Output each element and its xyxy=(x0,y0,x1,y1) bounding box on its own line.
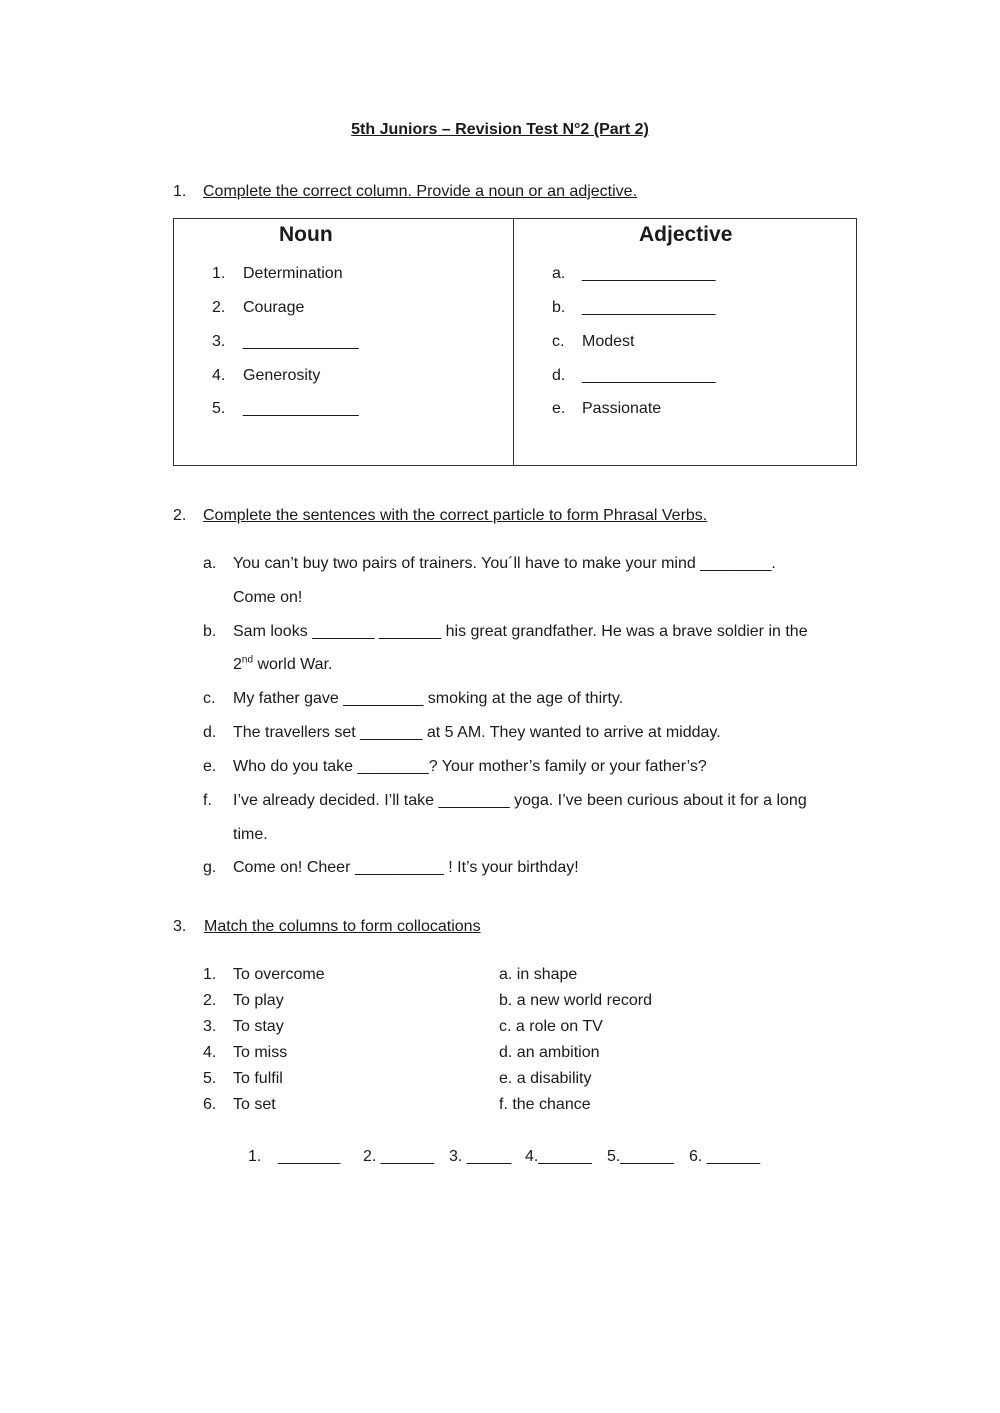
collocation-verb: To overcome xyxy=(233,966,325,983)
collocation-marker: 5. xyxy=(203,1070,217,1087)
page-title: 5th Juniors – Revision Test N°2 (Part 2) xyxy=(351,121,649,138)
adjective-marker: a. xyxy=(552,265,566,282)
sentence-e[interactable]: Who do you take ________? Your mother’s family or your father’s? xyxy=(233,758,707,775)
adjective-blank[interactable]: _______________ xyxy=(582,299,716,316)
q1-number: 1. xyxy=(173,183,187,200)
noun-marker: 4. xyxy=(212,367,226,384)
answer-blank-5[interactable]: 5.______ xyxy=(607,1148,674,1165)
sentence-b-continued xyxy=(233,655,332,675)
answer-blank-2[interactable]: 2. ______ xyxy=(363,1148,435,1165)
adjective-marker: c. xyxy=(552,333,565,350)
collocation-ending: a. in shape xyxy=(499,966,578,983)
adjective-marker: e. xyxy=(552,400,566,417)
noun-marker: 5. xyxy=(212,400,226,417)
sentence-g[interactable]: Come on! Cheer __________ ! It’s your birthday! xyxy=(233,859,579,876)
sentence-marker: a. xyxy=(203,555,217,572)
collocation-ending: b. a new world record xyxy=(499,992,652,1009)
sentence-marker: g. xyxy=(203,859,217,876)
sentence-marker: f. xyxy=(203,792,212,809)
sentence-marker: e. xyxy=(203,758,217,775)
collocation-ending: c. a role on TV xyxy=(499,1018,603,1035)
collocation-ending: e. a disability xyxy=(499,1070,592,1087)
sentence-a-continued: Come on! xyxy=(233,589,303,606)
sentence-c[interactable]: My father gave _________ smoking at the age of thirty. xyxy=(233,690,624,707)
answer-marker: 1. xyxy=(248,1148,262,1165)
noun-item: Courage xyxy=(243,299,305,316)
adjective-item: Passionate xyxy=(582,400,662,417)
noun-blank[interactable]: _____________ xyxy=(243,400,359,417)
noun-marker: 3. xyxy=(212,333,226,350)
noun-blank[interactable]: _____________ xyxy=(243,333,359,350)
noun-marker: 2. xyxy=(212,299,226,316)
sentence-f[interactable]: I’ve already decided. I’ll take ________ yoga. I’ve been curious about it for a long xyxy=(233,792,807,809)
sentence-f-continued: time. xyxy=(233,826,268,843)
adjective-marker: d. xyxy=(552,367,566,384)
sentence-marker: b. xyxy=(203,623,217,640)
adjective-item: Modest xyxy=(582,333,635,350)
adjective-blank[interactable]: _______________ xyxy=(582,265,716,282)
adjective-column-header: Adjective xyxy=(639,223,733,246)
answer-blank-1[interactable]: _______ xyxy=(278,1148,341,1165)
q3-instruction: Match the columns to form collocations xyxy=(204,918,481,935)
table-divider xyxy=(513,219,514,465)
adjective-marker: b. xyxy=(552,299,566,316)
adjective-blank[interactable]: _______________ xyxy=(582,367,716,384)
sentence-d[interactable]: The travellers set _______ at 5 AM. They wanted to arrive at midday. xyxy=(233,724,721,741)
sentence-b[interactable]: Sam looks _______ _______ his great grandfather. He was a brave soldier in the xyxy=(233,623,808,640)
sentence-b-end: world War. xyxy=(253,656,333,673)
collocation-ending: d. an ambition xyxy=(499,1044,600,1061)
q3-number: 3. xyxy=(173,918,187,935)
collocation-marker: 4. xyxy=(203,1044,217,1061)
noun-marker: 1. xyxy=(212,265,226,282)
collocation-marker: 3. xyxy=(203,1018,217,1035)
ordinal-number: 2 xyxy=(233,656,242,673)
collocation-ending: f. the chance xyxy=(499,1096,591,1113)
ordinal-suffix: nd xyxy=(241,654,254,666)
collocation-marker: 6. xyxy=(203,1096,217,1113)
sentence-a[interactable]: You can’t buy two pairs of trainers. You´ll have to make your mind ________. xyxy=(233,555,776,572)
collocation-verb: To miss xyxy=(233,1044,288,1061)
q2-number: 2. xyxy=(173,507,187,524)
q1-instruction: Complete the correct column. Provide a noun or an adjective. xyxy=(203,183,638,200)
collocation-marker: 2. xyxy=(203,992,217,1009)
collocation-verb: To fulfil xyxy=(233,1070,283,1087)
answer-blank-4[interactable]: 4.______ xyxy=(525,1148,592,1165)
noun-item: Generosity xyxy=(243,367,321,384)
noun-item: Determination xyxy=(243,265,343,282)
sentence-marker: d. xyxy=(203,724,217,741)
sentence-marker: c. xyxy=(203,690,216,707)
collocation-verb: To stay xyxy=(233,1018,284,1035)
noun-column-header: Noun xyxy=(279,223,333,246)
collocation-marker: 1. xyxy=(203,966,217,983)
collocation-verb: To play xyxy=(233,992,284,1009)
q2-instruction: Complete the sentences with the correct particle to form Phrasal Verbs. xyxy=(203,507,708,524)
answer-blank-3[interactable]: 3. _____ xyxy=(449,1148,512,1165)
answer-blank-6[interactable]: 6. ______ xyxy=(689,1148,761,1165)
collocation-verb: To set xyxy=(233,1096,276,1113)
